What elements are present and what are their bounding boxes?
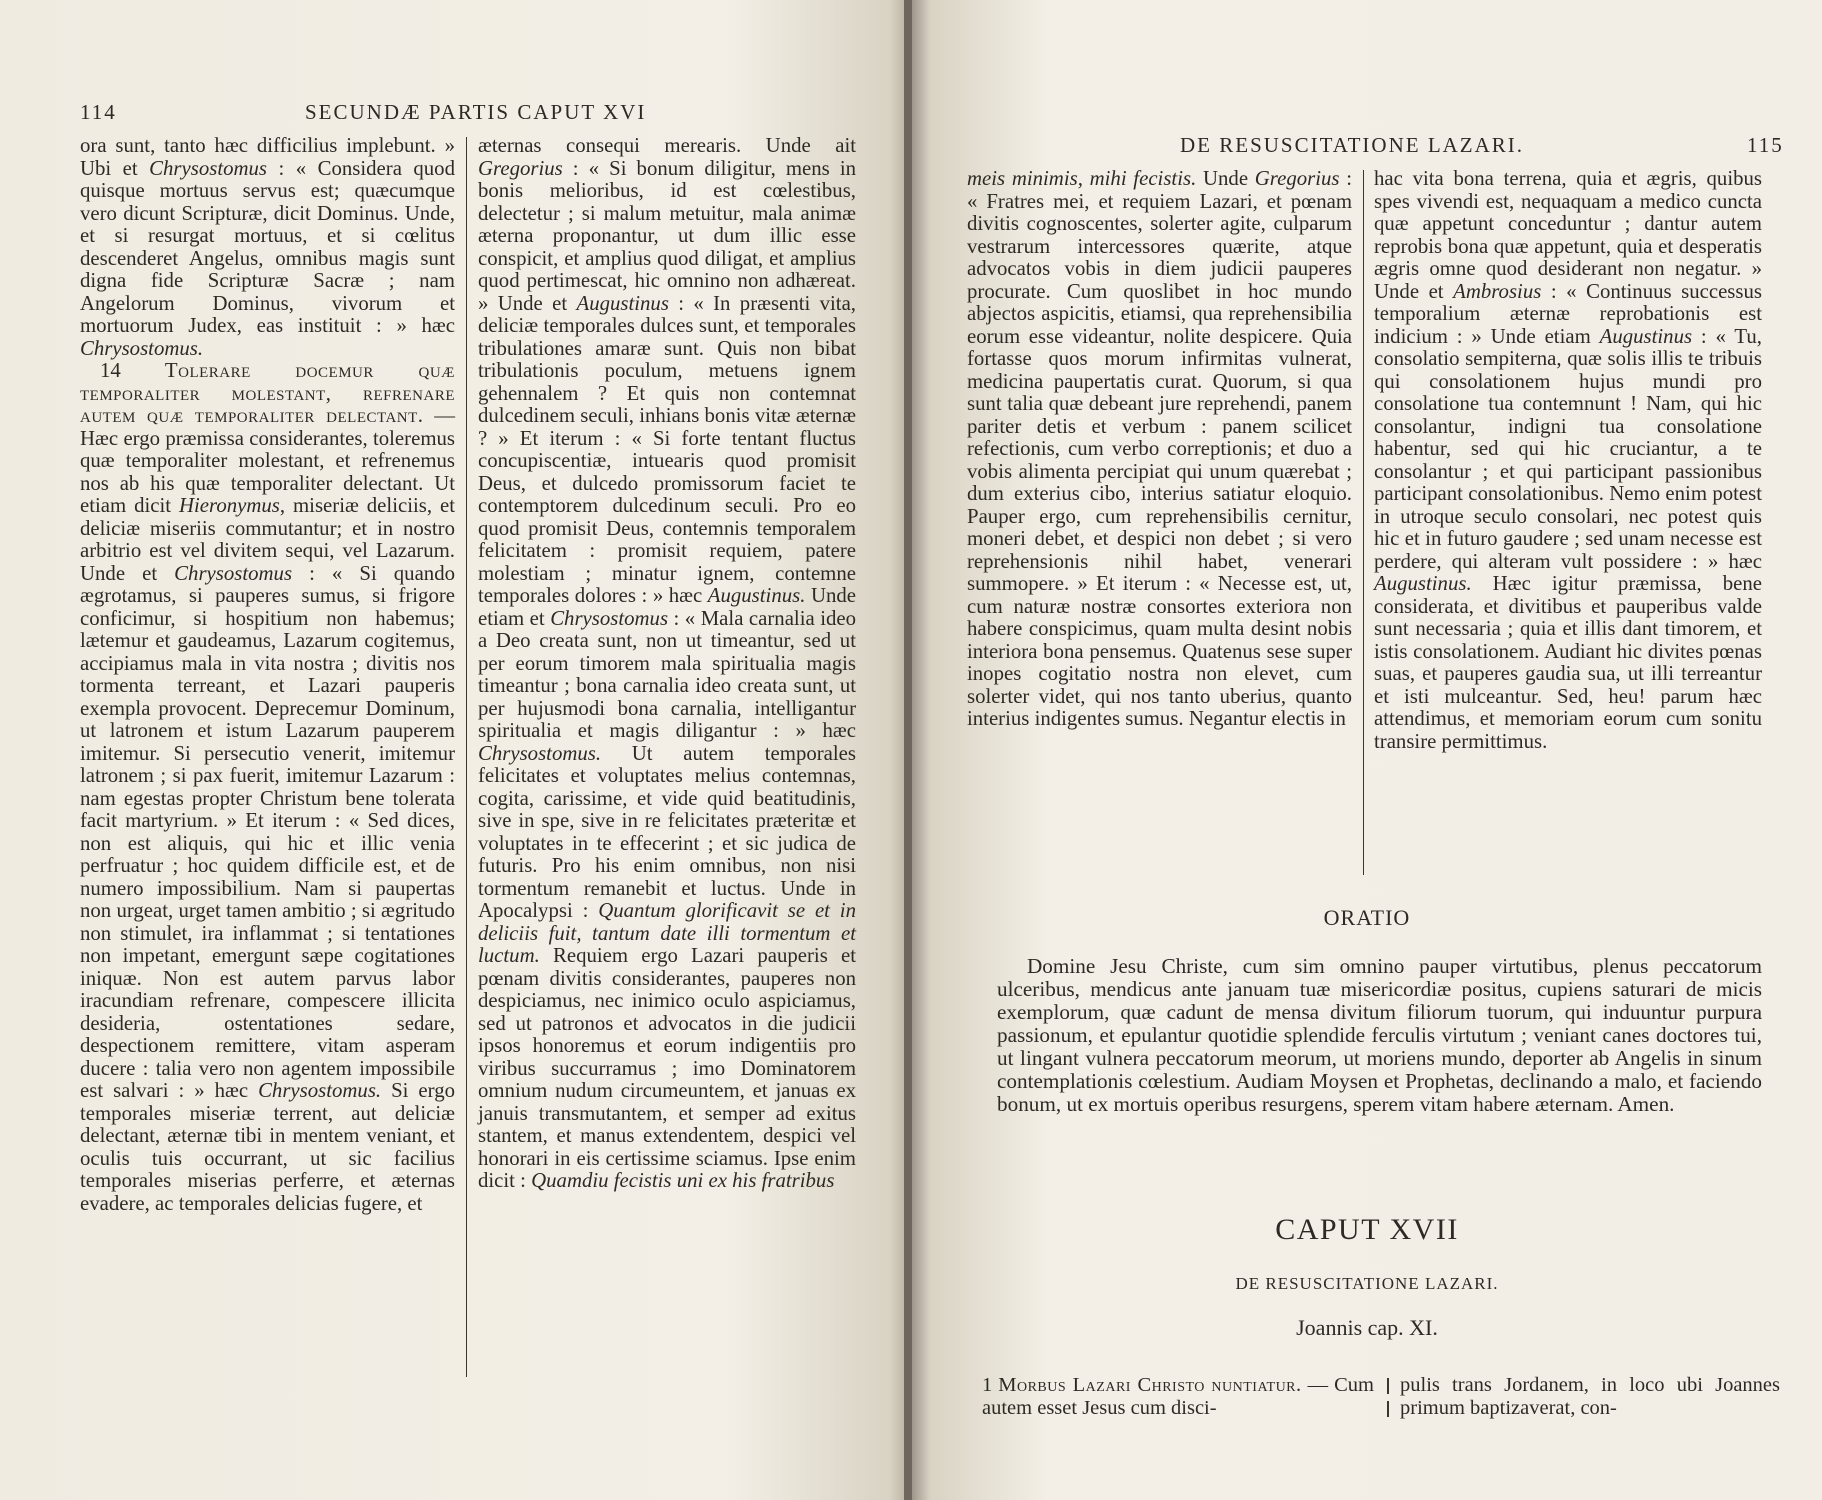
left-page-number: 114 xyxy=(80,100,117,124)
author-name: Chrysostomus. xyxy=(478,741,602,765)
column-rule xyxy=(1363,170,1364,875)
column-divider-mark xyxy=(1387,1378,1389,1394)
text-run: : « Considera quod quisque mortuus servus est; quæcumque vero dicunt Scripturæ, dicit Dominus. Unde, et si resurgat mortuus, et si cœlitus descenderet Angelus, omnibus magis sunt digna fide Scripturæ Sacræ ; nam Angelorum Dominus, vivorum et mortuorum Judex, eas instituit : » hæc xyxy=(80,156,455,337)
section-number: 14 xyxy=(100,359,121,382)
chapter-source: Joannis cap. XI. xyxy=(1296,1315,1438,1340)
right-running-head: DE RESUSCITATIONE LAZARI. xyxy=(1180,133,1525,157)
text-run: Unde xyxy=(1196,167,1255,190)
column-rule xyxy=(466,137,467,1377)
text-run: æternas consequi merearis. Unde ait xyxy=(478,134,856,157)
text-run: : « Si bonum diligitur, mens in bonis melioribus, id est cœlestibus, delectetur ; si malum metuitur, mala animæ æterna proponantur, ut dum illic esse conspicit, et amplius quod diligat, et amplius quod pertimescat, hic omnino non adhæreat. » Unde et xyxy=(478,156,856,315)
text-run: Ut autem temporales felicitates et voluptates melius contemnas, cogita, carissime, et vide quid beatitudinis, sive in spe, sive in re felicitates præteritæ et voluptates in te effecerint ; et sic judica de futuris. Pro his enim omnibus, non nisi tormentum remanebit et luctus. Unde in Apocalypsi : xyxy=(478,741,856,922)
scripture-quote: meis minimis, mihi fecistis. xyxy=(967,167,1197,190)
author-name: Chrysostomus. xyxy=(80,336,204,360)
right-column-1 xyxy=(967,168,1352,731)
author-name: Augustinus. xyxy=(1374,572,1472,595)
author-name: Gregorius xyxy=(478,156,563,180)
oratio-heading: ORATIO xyxy=(1323,905,1411,930)
right-page xyxy=(912,0,1822,1500)
left-column-2 xyxy=(478,135,856,1193)
right-page-number: 115 xyxy=(1747,133,1784,157)
chapter-opening-left xyxy=(982,1374,1374,1420)
author-name: Chrysostomus xyxy=(149,156,268,180)
author-name: Augustinus xyxy=(576,291,669,315)
chapter-title: CAPUT XVII xyxy=(1275,1213,1459,1246)
author-name: Hieronymus xyxy=(179,494,280,517)
author-name: Gregorius xyxy=(1254,167,1340,190)
text-run: : « Continuus successus temporalium æternæ reprobationis est indicium : » Unde etiam xyxy=(1374,279,1762,348)
chapter-opening-right: pulis trans Jordanem, in loco ubi Joannes primum baptizaverat, con- xyxy=(1400,1374,1780,1419)
left-column-1 xyxy=(80,135,455,1215)
oratio-text: Domine Jesu Christe, cum sim omnino pauper virtutibus, plenus peccatorum ulceribus, mendicus ante januam tuæ misericordiæ positus, cupiens saturari de micis exemplorum, quæ cadunt de mensa divitum filiorum tuorum, qui induuntur purpura passionum, et epulantur quotidie splendide ferculis virtutum ; veniant canes doctores tui, ut lingant vulnera peccatorum meorum, ut moriens mundo, deporter ab Angelis in sinum contemplationis cœlestium. Audiam Moysen et Prophetas, declinando a malo, et faciendo bonum, ut ex mortuis operibus resurgens, sperem vitam habere æternam. Amen. xyxy=(997,954,1762,1116)
text-run: Hæc igitur præmissa, bene considerata, et divitibus et pauperibus valde sunt necessaria ; quia et illis dant timorem, et istis consolationem. Audiant hic divites pœnas suas, et pauperes gaudia sua, ut illi terreantur et isti mulceantur. Sed, heu! parum hæc attendimus, et memoriam eorum cum sonitu transire permittimus. xyxy=(1374,572,1762,753)
section-heading: Tolerare docemur quæ temporaliter molestant, refrenare autem quæ temporaliter delectant. xyxy=(80,359,455,427)
text-run: hac vita bona terrena, quia et ægris, quibus spes vivendi est, nequaquam a medico cuncta quæ appetunt conceduntur ; dantur autem reprobis bona quæ appetunt, quia et desperatis ægris omne quod desiderant non negatur. » Unde et xyxy=(1374,167,1762,303)
text-run: — Cum autem esset Jesus cum disci- xyxy=(982,1374,1374,1419)
right-column-2 xyxy=(1374,168,1762,753)
scripture-quote: Quamdiu fecistis uni ex his fratribus xyxy=(531,1169,835,1192)
section-number: 1 xyxy=(982,1374,993,1396)
text-run: ora sunt, tanto hæc difficilius implebunt. » Ubi et xyxy=(80,134,455,180)
text-run: : « Mala carnalia ideo a Deo creata sunt, non ut timeantur, sed ut per eorum timorem mala spiritualia magis timeantur ; bona carnalia ideo creata sunt, ut per hujusmodi bona carnalia, intelligantur spiritualia et magis diligantur : » hæc xyxy=(478,606,857,742)
text-run: : « Fratres mei, et requiem Lazari, et pœnam divitis cognoscentes, solerter agite, culparum vestrarum intercessores quærite, atque advocatos vobis in diem judicii pauperes procurate. Cum quoslibet in hoc mundo abjectos aspicitis, etiamsi, qua reprehensibilia eorum esse videantur, nolite despicere. Quia fortasse quos morum infirmitas vulnerat, medicina paupertatis curat. Quorum, si qua sunt talia quæ debeant jure reprehendi, panem pariter detis et verbum : panem scilicet refectionis, cum verbo correptionis; et duo a vobis alimenta percipiat qui unum quærebat ; dum exterius cibo, interius satiatur eloquio. Pauper ergo, cum reprehensibilis cernitur, moneri debet, et despici non debet ; si vero reprehensionis nihil habet, venerari summopere. » Et iterum : « Necesse est, ut, cum naturæ nostræ consortes exteriora non habere conspicimus, quam multa desint nobis interiora bona pensemus. Quatenus sese super inopes cogitatio nostra non elevet, cum solerter videt, qui nos tanto uberius, quanto interius indigentes sumus. Negantur electis in xyxy=(967,167,1352,730)
scripture-quote: Quantum glorificavit se et in deliciis fuit, tantum date illi tormentum et luctum. xyxy=(478,899,856,967)
text-run: Requiem ergo Lazari pauperis et pœnam divitis considerantes, pauperes non despiciamus, nec inimico oculo aspiciamus, sed ut patronos et advocatos in die judicii ipsos honoremus et eorum indigentiis pro viribus succurramus ; imo Dominatorem omnium nudum circumeuntem, et januas ex januis transmutantem, et semper ad exitus stantem, et manus extendentem, despici vel honorari in eis certissime sciamus. Ipse enim dicit : xyxy=(478,944,856,1192)
text-run: Si ergo temporales miseriæ terrent, aut deliciæ delectant, æternæ tibi in mentem veniant, et oculis tuis occurrant, ut sic facilius temporales miserias perferre, et æternas evadere, ac temporales delicias fugere, et xyxy=(80,1079,455,1215)
text-run: , miseriæ deliciis, et deliciæ miseriis commutantur; et in nostro arbitrio est vel divitem sequi, vel Lazarum. Unde et xyxy=(80,494,455,585)
text-run: — Hæc ergo præmissa considerantes, toleremus quæ temporaliter molestant, et refrenemus nos ab his quæ temporaliter delectant. Ut etiam dicit xyxy=(80,404,456,517)
text-run: Unde etiam et xyxy=(478,584,856,630)
author-name: Chrysostomus. xyxy=(258,1079,382,1102)
text-run: : « Si quando ægrotamus, si pauperes sumus, si frigore conficimur, si hospitium non habemus; lætemur et gaudeamus, Lazarum cogitemus, accipiamus mala in vita nostra ; divitis nos tormenta terreant, et Lazari pauperis exempla provocent. Deprecemur Dominum, ut latronem et istum Lazarum pauperem imitemur. Si persecutio venerit, imitemur latronem ; si pax fuerit, imitemur Lazarum : nam egestas propter Christum bene tolerata facit martyrium. » Et iterum : « Sed dices, non est aliquis, qui hic et illic venia perfruatur ; hoc quidem difficile est, et de numero impossibilium. Nam si paupertas non urgeat, urget tamen ambitio ; si ægritudo non stimulet, ira inflammat ; si tentationes non impetant, emergunt sæpe cogitationes iniquæ. Non est autem parvus labor iracundiam refrenare, compescere illicita desideria, ostentationes sedare, despectionem remittere, vitam asperam ducere : talia vero non agentem impossibile est salvari : » hæc xyxy=(80,561,455,1102)
author-name: Chrysostomus xyxy=(550,606,669,630)
chapter-subtitle: DE RESUSCITATIONE LAZARI. xyxy=(1235,1274,1499,1293)
left-page xyxy=(0,0,908,1500)
left-running-head: SECUNDÆ PARTIS CAPUT XVI xyxy=(305,100,647,124)
author-name: Augustinus xyxy=(1599,324,1693,348)
author-name: Augustinus. xyxy=(707,584,806,607)
author-name: Chrysostomus xyxy=(174,561,293,585)
text-run: : « Tu, consolatio sempiterna, quæ solis illis te tribuis qui consolationem hujus mundi pro consolatione tua contemnunt ! Nam, qui hic consolantur, indigni tua consolatione habentur, sed qui hic cruciantur, a te consolantur ; et qui participant passionibus participant consolationibus. Nemo enim potest in utroque seculo consolari, nec potest quis hic et in futuro gaudere ; sed unam necesse est perdere, qui alteram vult possidere : » hæc xyxy=(1374,324,1763,573)
author-name: Ambrosius xyxy=(1453,279,1542,303)
section-heading: Morbus Lazari Christo nuntiatur. xyxy=(998,1374,1302,1396)
text-run: : « In præsenti vita, deliciæ temporales dulces sunt, et temporales tribulationes amaræ sunt. Quis non bibat tribulationis poculum, metuens ignem gehennalem ? Et quis non contemnat dulcedinem seculi, inhians bonis vitæ æternæ ? » Et iterum : « Si forte tentant fluctus concupiscentiæ, intuearis quod promisit Deus, et dulcedo promissorum faciet te contemptorem dulcedinum seculi. Pro eo quod promisit Deus, contemnis temporalem felicitatem : promisit requiem, patere molestiam ; minatur ignem, contemne temporales dolores : » hæc xyxy=(478,291,856,607)
column-divider-mark xyxy=(1387,1401,1389,1417)
